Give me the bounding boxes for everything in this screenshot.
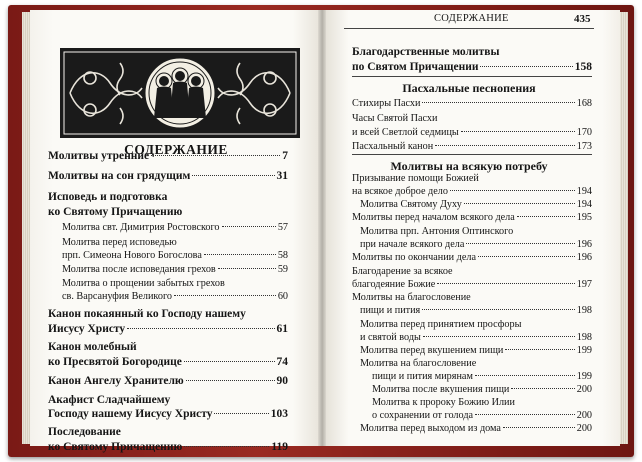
toc-entry[interactable]	[48, 426, 288, 439]
leader-dots	[422, 102, 574, 103]
toc-entry[interactable]	[360, 318, 592, 331]
contents-heading: СОДЕРЖАНИЕ	[124, 142, 228, 157]
toc-entry-title: Стихиры Пасхи	[352, 98, 421, 109]
toc-entry[interactable]	[48, 341, 288, 354]
leader-dots	[480, 66, 572, 67]
leader-dots	[204, 254, 276, 255]
toc-entry-title: Акафист Сладчайшему	[48, 394, 171, 406]
toc-entry-page: 59	[277, 264, 288, 275]
leader-dots	[466, 243, 574, 244]
toc-entry[interactable]	[352, 112, 592, 125]
leader-dots	[186, 380, 275, 381]
toc-entry[interactable]	[48, 408, 288, 421]
leader-dots	[505, 349, 574, 350]
right-page	[322, 10, 620, 446]
toc-entry-title: при начале всякого дела	[360, 239, 465, 250]
leader-dots	[475, 375, 575, 376]
toc-entry-title: св. Варсануфия Великого	[62, 291, 172, 302]
toc-entry[interactable]	[352, 46, 592, 59]
toc-entry-page: 200	[576, 423, 592, 434]
section-rule	[352, 76, 592, 77]
toc-entry-title: по Святом Причащении	[352, 61, 479, 73]
toc-entry[interactable]	[372, 383, 592, 396]
toc-entry-title: Канон Ангелу Хранителю	[48, 375, 184, 387]
toc-entry-title: Последование	[48, 426, 121, 438]
toc-entry-title: Господу нашему Иисусу Христу	[48, 408, 213, 420]
toc-entry[interactable]	[62, 263, 288, 276]
toc-entry[interactable]	[352, 211, 592, 224]
toc-entry-title: о сохранении от голода	[372, 410, 474, 421]
toc-entry[interactable]	[48, 441, 288, 454]
leader-dots	[127, 328, 274, 329]
toc-entry-page: 158	[574, 61, 592, 73]
toc-entry-title: Молитвы перед началом всякого дела	[352, 212, 515, 223]
toc-entry-title: Благодарственные молитвы	[352, 46, 500, 58]
toc-entry[interactable]	[360, 344, 592, 357]
toc-entry-title: Иисусу Христу	[48, 323, 126, 335]
leader-dots	[475, 414, 575, 415]
toc-entry-page: 196	[576, 239, 592, 250]
toc-entry[interactable]	[352, 126, 592, 139]
toc-entry[interactable]	[352, 61, 592, 74]
toc-entry-title: Молитва к пророку Божию Илии	[372, 397, 515, 408]
toc-entry-title: Призывание помощи Божией	[352, 173, 479, 184]
toc-entry-title: Молитва о прощении забытых грехов	[62, 278, 225, 289]
toc-entry-page: 200	[576, 410, 592, 421]
leader-dots	[222, 226, 276, 227]
toc-entry[interactable]	[48, 375, 288, 388]
toc-entry-title: Молитвы на благословение	[352, 292, 471, 303]
leader-dots	[184, 361, 275, 362]
leader-dots	[174, 295, 276, 296]
leader-dots	[464, 203, 575, 204]
toc-entry-title: и всей Светлой седмицы	[352, 127, 459, 138]
leader-dots	[151, 155, 280, 156]
toc-entry-title: Благодарение за всякое	[352, 266, 453, 277]
leader-dots	[218, 268, 276, 269]
toc-entry[interactable]	[352, 251, 592, 264]
toc-entry[interactable]	[352, 185, 592, 198]
toc-entry-title: Молитва после исповедания грехов	[62, 264, 216, 275]
toc-entry[interactable]	[62, 290, 288, 303]
leader-dots	[461, 131, 575, 132]
toc-entry[interactable]	[360, 238, 592, 251]
toc-entry-title: благодеяние Божие	[352, 279, 436, 290]
leader-dots	[422, 309, 574, 310]
toc-entry-page: 196	[576, 252, 592, 263]
page-edges-right	[620, 12, 628, 444]
toc-entry-page: 194	[576, 186, 592, 197]
toc-entry[interactable]	[48, 150, 288, 163]
toc-entry-page: 90	[276, 375, 288, 387]
toc-entry-title: Молитва перед исповедью	[62, 237, 177, 248]
left-page	[30, 10, 322, 453]
toc-entry-page: 168	[576, 98, 592, 109]
toc-entry[interactable]	[352, 291, 592, 304]
toc-entry-page: 74	[276, 356, 288, 368]
toc-entry[interactable]	[48, 170, 288, 183]
toc-entry-page: 198	[576, 332, 592, 343]
leader-dots	[517, 216, 575, 217]
toc-entry-page: 7	[282, 150, 288, 162]
toc-entry[interactable]	[372, 396, 592, 409]
toc-entry-title: и святой воды	[360, 332, 421, 343]
toc-entry-page: 58	[277, 250, 288, 261]
leader-dots	[478, 256, 575, 257]
toc-entry-title: Молитвы утренние	[48, 150, 150, 162]
toc-entry-page: 198	[576, 305, 592, 316]
toc-entry-title: прп. Симеона Нового Богослова	[62, 250, 202, 261]
toc-entry-title: Молитва свт. Димитрия Ростовского	[62, 222, 220, 233]
toc-entry-title: Молитва перед выходом из дома	[360, 423, 501, 434]
toc-entry[interactable]	[352, 140, 592, 153]
toc-entry-title: на всякое доброе дело	[352, 186, 448, 197]
toc-entry-page: 103	[270, 408, 288, 420]
toc-entry-title: пищи и пития	[360, 305, 421, 316]
leader-dots	[435, 145, 575, 146]
toc-entry-page: 199	[576, 345, 592, 356]
toc-entry[interactable]	[62, 221, 288, 234]
toc-entry[interactable]	[352, 278, 592, 291]
toc-entry-title: Исповедь и подготовка	[48, 191, 168, 203]
toc-entry[interactable]	[48, 394, 288, 407]
leader-dots	[511, 388, 574, 389]
toc-entry[interactable]	[360, 304, 592, 317]
toc-entry-title: Молитва на благословение	[360, 358, 477, 369]
page-number: 435	[574, 13, 591, 25]
toc-entry-page: 119	[271, 441, 288, 453]
toc-entry-title: Молитвы на сон грядущим	[48, 170, 191, 182]
toc-entry[interactable]	[360, 422, 592, 435]
toc-entry-page: 173	[576, 141, 592, 152]
leader-dots	[450, 190, 575, 191]
leader-dots	[503, 427, 575, 428]
toc-entry-page: 197	[576, 279, 592, 290]
toc-entry[interactable]	[48, 356, 288, 369]
toc-entry-title: Молитва перед вкушением пищи	[360, 345, 504, 356]
book-gutter	[318, 10, 326, 446]
toc-entry-title: Молитва после вкушения пищи	[372, 384, 510, 395]
section-heading: Пасхальные песнопения	[402, 81, 536, 95]
toc-entry[interactable]	[48, 308, 288, 321]
toc-entry[interactable]	[372, 409, 592, 422]
toc-entry-page: 200	[576, 384, 592, 395]
toc-entry[interactable]	[62, 236, 288, 249]
section-heading: Молитвы на всякую потребу	[390, 159, 548, 173]
toc-entry-page: 57	[277, 222, 288, 233]
toc-entry[interactable]	[360, 331, 592, 344]
section-rule	[352, 154, 592, 155]
toc-entry-page: 199	[576, 371, 592, 382]
leader-dots	[184, 446, 269, 447]
toc-entry[interactable]	[360, 198, 592, 211]
toc-entry-title: Молитва перед принятием просфоры	[360, 319, 522, 330]
toc-entry-page: 194	[576, 199, 592, 210]
toc-entry[interactable]	[62, 277, 288, 290]
toc-entry-title: Канон молебный	[48, 341, 137, 353]
toc-entry-title: пищи и пития мирянам	[372, 371, 473, 382]
toc-entry-title: ко Святому Причащению	[48, 441, 183, 453]
leader-dots	[423, 336, 575, 337]
toc-entry[interactable]	[48, 206, 288, 219]
toc-entry-title: Канон покаянный ко Господу нашему	[48, 308, 246, 320]
leader-dots	[437, 283, 574, 284]
toc-entry-page: 60	[277, 291, 288, 302]
trinity-icon-ornament	[60, 48, 300, 138]
toc-entry[interactable]	[360, 225, 592, 238]
toc-entry-title: ко Пресвятой Богородице	[48, 356, 182, 368]
page-edges-left	[22, 12, 30, 444]
toc-entry-title: ко Святому Причащению	[48, 206, 183, 218]
toc-entry-page: 61	[276, 323, 288, 335]
toc-entry-title: Молитвы по окончании дела	[352, 252, 476, 263]
toc-entry-title: Пасхальный канон	[352, 141, 434, 152]
toc-entry-title: Молитва Святому Духу	[360, 199, 462, 210]
leader-dots	[192, 175, 274, 176]
leader-dots	[214, 413, 268, 414]
toc-entry[interactable]	[360, 357, 592, 370]
toc-entry-page: 170	[576, 127, 592, 138]
toc-entry[interactable]	[352, 97, 592, 110]
toc-entry-title: Часы Святой Пасхи	[352, 113, 438, 124]
toc-entry[interactable]	[372, 370, 592, 383]
toc-entry[interactable]	[62, 249, 288, 262]
header-rule	[344, 28, 594, 29]
toc-entry-page: 195	[576, 212, 592, 223]
toc-entry-title: Молитва прп. Антония Оптинского	[360, 226, 514, 237]
toc-entry-page: 31	[276, 170, 288, 182]
running-header: СОДЕРЖАНИЕ	[434, 13, 509, 24]
toc-entry[interactable]	[352, 172, 592, 185]
toc-entry[interactable]	[352, 265, 592, 278]
toc-entry[interactable]	[48, 323, 288, 336]
toc-entry[interactable]	[48, 191, 288, 204]
